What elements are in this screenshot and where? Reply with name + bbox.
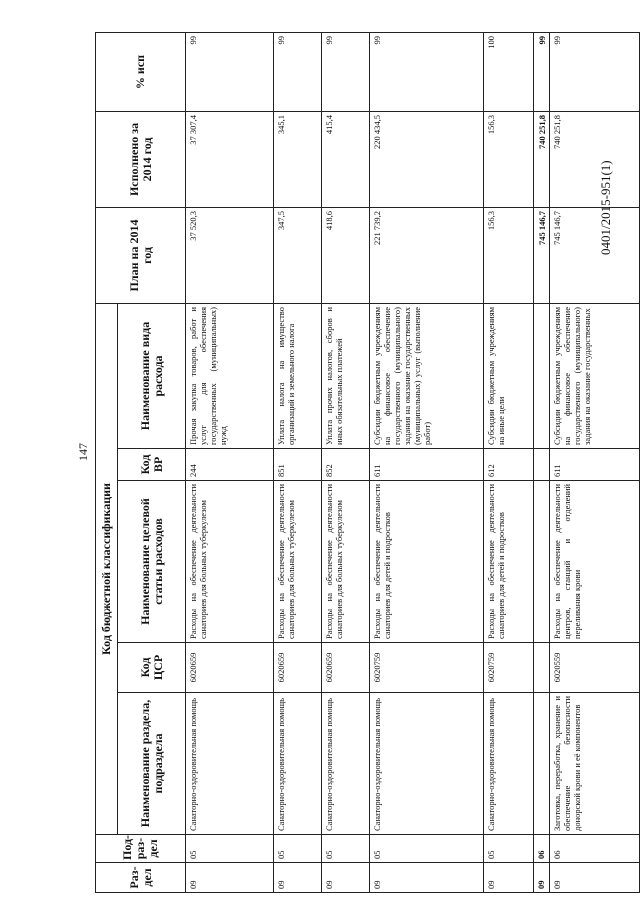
csr-code-cell: 6020659 [274,643,322,693]
done-cell: 415,4 [322,111,370,207]
header-podrazdel: Под-раз-дел [96,835,186,863]
podrazdel-cell: 05 [370,835,484,863]
section-name-cell: Санаторно-оздоровительная помощь [322,693,370,835]
subtotal-row [534,32,550,892]
razdel-cell: 09 [534,863,550,893]
csr-name-cell: Расходы на обеспечение деятельности санаториев для детей и подростков [484,481,534,643]
csr-code-cell: 6020759 [484,643,534,693]
csr-name-cell: Расходы на обеспечение деятельности санаториев для больных туберкулезом [274,481,322,643]
plan-cell: 745 146,7 [534,207,550,303]
table-row [370,32,484,892]
header-section-name: Наименование раздела, подраздела [118,693,186,835]
plan-cell: 156,3 [484,207,534,303]
razdel-cell: 09 [550,863,640,893]
vr-name-cell: Уплата налога на имущество организаций и земельного налога [274,303,322,448]
csr-name-cell: Расходы на обеспечение деятельности центров, станций и отделений переливания крови [550,481,640,643]
table-row [484,32,534,892]
pct-cell: 100 [484,32,534,111]
section-name-cell: Заготовка, переработка, хранение и обеспечение безопасности донорской крови и её компонентов [550,693,640,835]
header-vr-name: Наименование вида расхода [118,303,186,448]
budget-table [95,32,640,893]
plan-cell: 347,5 [274,207,322,303]
header-kod-csr: Код ЦСР [118,643,186,693]
razdel-cell: 09 [186,863,274,893]
csr-name-cell: Расходы на обеспечение деятельности санаториев для детей и подростков [370,481,484,643]
header-razdel: Раз-дел [96,863,186,893]
header-kod-vr: Код ВР [118,449,186,481]
csr-name-cell: Расходы на обеспечение деятельности санаториев для больных туберкулезом [186,481,274,643]
vr-name-cell: Субсидии бюджетным учреждениям на финансовое обеспечение государственного (муниципального) задания на оказание государственных (муниципальных) услуг (выполнение работ) [370,303,484,448]
header-plan: План на 2014 год [96,207,186,303]
header-pct: % исп [96,32,186,111]
razdel-cell: 09 [274,863,322,893]
table-row [322,32,370,892]
vr-code-cell: 244 [186,449,274,481]
podrazdel-cell: 05 [274,835,322,863]
vr-code-cell: 611 [370,449,484,481]
vr-name-cell: Субсидии бюджетным учреждениям на иные цели [484,303,534,448]
plan-cell: 745 146,7 [550,207,640,303]
vr-name-cell: Уплата прочих налогов, сборов и иных обязательных платежей [322,303,370,448]
done-cell: 740 251,8 [550,111,640,207]
header-csr-name: Наименование целевой статьи расходов [118,481,186,643]
vr-code-cell: 851 [274,449,322,481]
vr-name-cell: Субсидии бюджетным учреждениям на финансовое обеспечение государственного (муниципального) задания на оказание государственных [550,303,640,448]
pct-cell: 99 [274,32,322,111]
pct-cell: 99 [550,32,640,111]
pct-cell: 99 [534,32,550,111]
section-name-cell: Санаторно-оздоровительная помощь [274,693,322,835]
plan-cell: 418,6 [322,207,370,303]
table-row [550,32,640,892]
csr-code-cell: 6020759 [370,643,484,693]
csr-name-cell: Расходы на обеспечение деятельности санаториев для больных туберкулезом [322,481,370,643]
podrazdel-cell: 06 [550,835,640,863]
section-name-cell: Санаторно-оздоровительная помощь [484,693,534,835]
table-row [186,32,274,892]
csr-code-cell: 6020559 [550,643,640,693]
done-cell: 220 434,5 [370,111,484,207]
razdel-cell: 09 [484,863,534,893]
podrazdel-cell: 05 [322,835,370,863]
csr-code-cell: 6020659 [322,643,370,693]
razdel-cell: 09 [322,863,370,893]
done-cell: 156,3 [484,111,534,207]
done-cell: 740 251,8 [534,111,550,207]
vr-code-cell: 852 [322,449,370,481]
csr-code-cell: 6020659 [186,643,274,693]
page-number: 147 [76,443,90,461]
podrazdel-cell: 05 [484,835,534,863]
podrazdel-cell: 05 [186,835,274,863]
plan-cell: 37 520,3 [186,207,274,303]
pct-cell: 99 [186,32,274,111]
done-cell: 345,1 [274,111,322,207]
table-row [274,32,322,892]
section-name-cell: Санаторно-оздоровительная помощь [370,693,484,835]
document-id: 0401/2015-951(1) [598,160,613,255]
vr-code-cell: 611 [550,449,640,481]
header-budget-classification: Код бюджетной классификации [96,303,118,834]
pct-cell: 99 [370,32,484,111]
header-done: Исполнено за 2014 год [96,111,186,207]
vr-name-cell: Прочая закупка товаров, работ и услуг для обеспечения государственных (муниципальных) нужд [186,303,274,448]
done-cell: 37 307,4 [186,111,274,207]
section-name-cell: Санаторно-оздоровительная помощь [186,693,274,835]
plan-cell: 221 739,2 [370,207,484,303]
vr-code-cell: 612 [484,449,534,481]
podrazdel-cell: 06 [534,835,550,863]
pct-cell: 99 [322,32,370,111]
razdel-cell: 09 [370,863,484,893]
